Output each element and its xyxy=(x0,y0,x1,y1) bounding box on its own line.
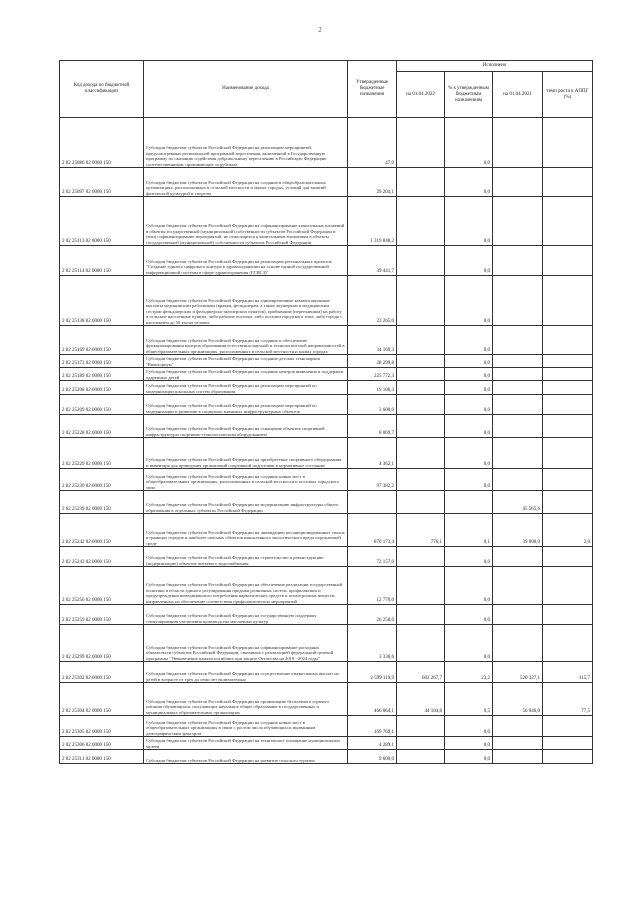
row-name: Субсидии бюджетам субъектов Российской Федерации на софинансирование капитальных вложений в объекты государственной (муниципальной) собственности субъектов Российской Федерации и (или) софинансирование мероприятий, не относящихся к капитальным вложениям в объекты государственной (муниципальной) собственности субъектов Российской Федерации xyxy=(144,197,348,246)
header-percent: % к утвержденным бюджетным назначениям xyxy=(445,72,493,118)
row-name: Субсидии бюджетам субъектов Российской Федерации на развитие сельского туризма xyxy=(144,750,348,764)
row-name: Субсидии бюджетам субъектов Российской Федерации на приобретение спортивного оборудования и инвентаря для приведения организаций спортивной подготовки в нормативное состояние xyxy=(144,438,348,469)
row-executed-2022 xyxy=(397,567,445,605)
row-percent: 0,0 xyxy=(445,246,493,276)
row-executed-2021 xyxy=(493,415,543,438)
table-row xyxy=(60,625,593,662)
row-name: Субсидии бюджетам субъектов Российской Федерации на реализацию мероприятий по модернизации школьных систем образования xyxy=(144,381,348,395)
row-approved: 39 441,7 xyxy=(348,246,397,276)
row-percent: 0,0 xyxy=(445,118,493,168)
row-executed-2021 xyxy=(493,197,543,246)
row-percent: 0,0 xyxy=(445,737,493,750)
row-name: Субсидии бюджетам субъектов Российской Федерации на осуществление ежемесячных выплат на детей в возрасте от трех до семи лет включительно xyxy=(144,662,348,683)
row-code: 2 02 25138 02 0000 150 xyxy=(60,276,144,326)
table-row xyxy=(60,716,593,737)
row-executed-2021 xyxy=(493,716,543,737)
row-percent xyxy=(445,491,493,514)
row-growth xyxy=(543,326,593,355)
row-code: 2 02 25302 02 0000 150 xyxy=(60,662,144,683)
row-approved: 23 265,0 xyxy=(348,276,397,326)
row-name: Субсидии бюджетам субъектов Российской Федерации на единовременные компенсационные выплаты медицинским работникам (врачам, фельдшерам, а также акушеркам и медицинским сестрам фельдшерских и фельдшерско-акушерских пунктов), прибывшим (переехавшим) на работу в сельские населенные пункты, либо рабочие поселки, либо поселки городского типа, либо города с населением до 50 тысяч человек xyxy=(144,276,348,326)
row-code: 2 02 25169 02 0000 150 xyxy=(60,326,144,355)
row-approved: 169 769,1 xyxy=(348,716,397,737)
row-code: 2 02 25113 02 0000 150 xyxy=(60,197,144,246)
row-executed-2021 xyxy=(493,381,543,395)
row-percent: 0,0 xyxy=(445,395,493,415)
row-growth xyxy=(543,438,593,469)
row-growth xyxy=(543,368,593,381)
row-executed-2021: 39 000,0 xyxy=(493,514,543,547)
table-row xyxy=(60,395,593,415)
row-executed-2021 xyxy=(493,750,543,764)
header-date-2021: на 01.04.2021 xyxy=(493,72,543,118)
row-executed-2022: 44 104,8 xyxy=(397,683,445,716)
table-row xyxy=(60,662,593,683)
row-executed-2022 xyxy=(397,491,445,514)
row-percent: 0,0 xyxy=(445,469,493,491)
row-executed-2021 xyxy=(493,567,543,605)
row-name: Субсидии бюджетам субъектов Российской Федерации на ликвидацию несанкционированных свалок в границах городов и наиболее опасных объектов накопленного экологического вреда окружающей среде xyxy=(144,514,348,547)
row-growth xyxy=(543,276,593,326)
header-date-2022: на 01.04.2022 xyxy=(397,72,445,118)
row-executed-2022 xyxy=(397,605,445,625)
row-approved: 12 770,0 xyxy=(348,567,397,605)
row-percent: 0,0 xyxy=(445,381,493,395)
header-execution: Исполнено xyxy=(397,61,593,72)
row-code: 2 02 25242 02 0000 150 xyxy=(60,514,144,547)
row-name: Субсидии бюджетам субъектов Российской Федерации на модернизацию инфраструктуры общего образования в отдельных субъектах Российской Федерации xyxy=(144,491,348,514)
row-code: 2 02 25259 02 0000 150 xyxy=(60,605,144,625)
row-name: Субсидии бюджетам субъектов Российской Федерации на техническое оснащение муниципальных музеев xyxy=(144,737,348,750)
row-executed-2021 xyxy=(493,547,543,567)
row-code: 2 02 25230 02 0000 150 xyxy=(60,469,144,491)
row-approved: 8 069,7 xyxy=(348,415,397,438)
row-growth: 115,7 xyxy=(543,662,593,683)
row-executed-2022 xyxy=(397,716,445,737)
row-growth xyxy=(543,605,593,625)
row-code: 2 02 25229 02 0000 150 xyxy=(60,438,144,469)
table-row xyxy=(60,168,593,197)
row-approved: 19 106,3 xyxy=(348,381,397,395)
row-code: 2 02 25228 02 0000 150 xyxy=(60,415,144,438)
row-code: 2 02 25097 02 0000 150 xyxy=(60,168,144,197)
header-name: Наименование дохода xyxy=(144,61,348,118)
row-executed-2021 xyxy=(493,168,543,197)
row-name: Субсидии бюджетам субъектов Российской Федерации на создание новых мест в общеобразовательных организациях, расположенных в сельской местности и поселках городского типа xyxy=(144,469,348,491)
row-executed-2021: 45 565,6 xyxy=(493,491,543,514)
revenue-table xyxy=(59,60,593,764)
row-executed-2022: 602 267,7 xyxy=(397,662,445,683)
row-percent: 0,0 xyxy=(445,625,493,662)
row-code: 2 02 25306 02 0000 150 xyxy=(60,737,144,750)
row-code: 2 02 25305 02 0000 150 xyxy=(60,716,144,737)
header-growth: темп роста к АППГ (%) xyxy=(543,72,593,118)
row-executed-2022 xyxy=(397,197,445,246)
row-growth xyxy=(543,118,593,168)
row-percent: 0,0 xyxy=(445,716,493,737)
row-growth xyxy=(543,246,593,276)
header-code: Код дохода по бюджетной классификации xyxy=(60,61,144,118)
row-growth xyxy=(543,547,593,567)
row-executed-2021 xyxy=(493,395,543,415)
table-row xyxy=(60,438,593,469)
row-percent: 0,0 xyxy=(445,197,493,246)
row-growth xyxy=(543,395,593,415)
row-code: 2 02 25311 02 0000 150 xyxy=(60,750,144,764)
row-approved: 4 362,1 xyxy=(348,438,397,469)
table-row xyxy=(60,469,593,491)
row-name: Субсидии бюджетам субъектов Российской Федерации на оснащение объектов спортивной инфраструктуры спортивно-технологическим оборудованием xyxy=(144,415,348,438)
row-growth: 2,0 xyxy=(543,514,593,547)
row-approved: 3 600,0 xyxy=(348,395,397,415)
table-row xyxy=(60,118,593,168)
row-percent: 0,1 xyxy=(445,514,493,547)
table-row xyxy=(60,326,593,355)
row-name: Субсидии бюджетам субъектов Российской Федерации на создание центров выявления и поддержки одаренных детей xyxy=(144,368,348,381)
row-code: 2 02 25304 02 0000 150 xyxy=(60,683,144,716)
row-executed-2022 xyxy=(397,368,445,381)
row-executed-2022 xyxy=(397,469,445,491)
row-growth xyxy=(543,355,593,368)
row-growth xyxy=(543,197,593,246)
row-growth xyxy=(543,567,593,605)
table-row xyxy=(60,415,593,438)
row-executed-2022 xyxy=(397,395,445,415)
row-approved: 3 336,6 xyxy=(348,625,397,662)
table-row xyxy=(60,547,593,567)
header-approved: Утвержденные бюджетные назначения xyxy=(348,61,397,118)
row-code: 2 02 25209 02 0000 150 xyxy=(60,395,144,415)
row-executed-2022 xyxy=(397,415,445,438)
row-executed-2022: 776,1 xyxy=(397,514,445,547)
row-approved: 97 382,2 xyxy=(348,469,397,491)
row-executed-2021 xyxy=(493,368,543,381)
row-name: Субсидии бюджетам субъектов Российской Федерации на реализацию региональных проектов "Создание единого цифрового контура в здравоохранении на основе единой государственной информационной системы в сфере здравоохранения (ЕГИСЗ)" xyxy=(144,246,348,276)
row-growth xyxy=(543,381,593,395)
row-code: 2 02 25239 02 0000 150 xyxy=(60,491,144,514)
table-row xyxy=(60,737,593,750)
row-percent: 0,0 xyxy=(445,276,493,326)
row-executed-2022 xyxy=(397,118,445,168)
row-executed-2021 xyxy=(493,118,543,168)
row-approved: 34 169,3 xyxy=(348,326,397,355)
row-growth xyxy=(543,491,593,514)
row-code: 2 02 25173 02 0000 150 xyxy=(60,355,144,368)
row-executed-2022 xyxy=(397,547,445,567)
row-code: 2 02 25189 02 0000 150 xyxy=(60,368,144,381)
row-percent: 0,0 xyxy=(445,168,493,197)
row-name: Субсидии бюджетам субъектов Российской Федерации на обеспечение реализации государственной политики в области единого регулирования продажи розничных систем, профилактики и предупреждения немедицинского потребления наркотических средств и психотропных веществ, направленных на обеспечение соответствия профилактических мероприятий xyxy=(144,567,348,605)
row-executed-2021: 56 946,0 xyxy=(493,683,543,716)
page-number: 2 xyxy=(318,26,322,34)
row-approved: 225 772,3 xyxy=(348,368,397,381)
row-executed-2021 xyxy=(493,326,543,355)
row-approved xyxy=(348,491,397,514)
table-row xyxy=(60,491,593,514)
table-row xyxy=(60,567,593,605)
row-growth xyxy=(543,716,593,737)
row-executed-2021 xyxy=(493,438,543,469)
row-name: Субсидии бюджетам субъектов Российской Федерации на софинансирование расходных обязательств субъектов Российской Федерации, связанных с реализацией федеральной целевой программы "Увековечение памяти погибших при защите Отечества на 2019 - 2024 годы" xyxy=(144,625,348,662)
row-percent: 0,0 xyxy=(445,750,493,764)
row-executed-2021 xyxy=(493,469,543,491)
row-name: Субсидии бюджетам субъектов Российской Федерации на строительство и реконструкцию (модернизацию) объектов питьевого водоснабжения xyxy=(144,547,348,567)
row-name: Субсидии бюджетам субъектов Российской Федерации на организацию бесплатного горячего питания обучающихся, получающих начальное общее образование в государственных и муниципальных образовательных организациях xyxy=(144,683,348,716)
table-row xyxy=(60,276,593,326)
row-name: Субсидии бюджетам субъектов Российской Федерации на реализацию мероприятий по модернизации и развитию в социально значимых инфраструктурных объектов xyxy=(144,395,348,415)
row-executed-2022 xyxy=(397,326,445,355)
row-approved: 29 204,1 xyxy=(348,168,397,197)
row-executed-2021 xyxy=(493,605,543,625)
row-code: 2 02 25299 02 0000 150 xyxy=(60,625,144,662)
table-header xyxy=(60,61,593,118)
row-growth xyxy=(543,750,593,764)
row-executed-2022 xyxy=(397,276,445,326)
row-percent: 0,0 xyxy=(445,355,493,368)
row-name: Субсидии бюджетам субъектов Российской Федерации на создание и обеспечение функционирования центров образования естественно-научной и технологической направленностей в общеобразовательных организациях, расположенных в сельской местности и малых городах xyxy=(144,326,348,355)
row-approved: 2 599 119,9 xyxy=(348,662,397,683)
row-approved: 466 064,1 xyxy=(348,683,397,716)
row-approved: 4 289,1 xyxy=(348,737,397,750)
row-approved: 9 600,0 xyxy=(348,750,397,764)
table-row xyxy=(60,197,593,246)
table-row xyxy=(60,605,593,625)
row-approved: 72 157,0 xyxy=(348,547,397,567)
table-row xyxy=(60,683,593,716)
table-row xyxy=(60,381,593,395)
row-growth xyxy=(543,415,593,438)
row-approved: 870 173,4 xyxy=(348,514,397,547)
row-name: Субсидии бюджетам субъектов Российской Федерации на государственную поддержку стимулирования увеличения производства масличных культур xyxy=(144,605,348,625)
table-body xyxy=(60,118,593,764)
row-approved: 47,0 xyxy=(348,118,397,168)
row-name: Субсидии бюджетам субъектов Российской Федерации на реализацию мероприятий, предусмотренных региональной программой переселения, включенной в Государственную программу по оказанию содействия добровольному переселению в Российскую Федерацию соотечественников, проживающих за рубежом xyxy=(144,118,348,168)
row-growth xyxy=(543,469,593,491)
row-percent: 0,0 xyxy=(445,547,493,567)
row-percent: 0,0 xyxy=(445,415,493,438)
row-percent: 0,0 xyxy=(445,438,493,469)
row-code: 2 02 25256 02 0000 150 xyxy=(60,567,144,605)
row-percent: 0,0 xyxy=(445,567,493,605)
row-percent: 0,0 xyxy=(445,326,493,355)
row-percent: 9,5 xyxy=(445,683,493,716)
row-executed-2021 xyxy=(493,625,543,662)
table-row xyxy=(60,368,593,381)
row-name: Субсидии бюджетам субъектов Российской Федерации на создание новых мест в общеобразовательных организациях в связи с ростом числа обучающихся, вызванным демографическим фактором xyxy=(144,716,348,737)
row-growth xyxy=(543,737,593,750)
table-row xyxy=(60,355,593,368)
row-executed-2022 xyxy=(397,737,445,750)
row-executed-2022 xyxy=(397,246,445,276)
row-executed-2021 xyxy=(493,276,543,326)
row-executed-2021: 520 327,1 xyxy=(493,662,543,683)
row-executed-2022 xyxy=(397,625,445,662)
row-code: 2 02 25243 02 0000 150 xyxy=(60,547,144,567)
table-row xyxy=(60,246,593,276)
table-row xyxy=(60,514,593,547)
row-executed-2021 xyxy=(493,246,543,276)
row-code: 2 02 25208 02 0000 150 xyxy=(60,381,144,395)
row-percent: 0,0 xyxy=(445,368,493,381)
row-approved: 26 258,0 xyxy=(348,605,397,625)
row-growth xyxy=(543,625,593,662)
row-approved: 28 299,8 xyxy=(348,355,397,368)
table-row xyxy=(60,750,593,764)
row-growth: 77,5 xyxy=(543,683,593,716)
row-executed-2021 xyxy=(493,355,543,368)
row-approved: 1 319 848,2 xyxy=(348,197,397,246)
row-percent: 0,0 xyxy=(445,605,493,625)
row-executed-2022 xyxy=(397,438,445,469)
row-code: 2 02 25114 02 0000 150 xyxy=(60,246,144,276)
row-name: Субсидии бюджетам субъектов Российской Федерации на создание детских технопарков "Кванториум" xyxy=(144,355,348,368)
row-percent: 23,2 xyxy=(445,662,493,683)
row-code: 2 02 25086 02 0000 150 xyxy=(60,118,144,168)
row-executed-2022 xyxy=(397,168,445,197)
row-executed-2022 xyxy=(397,750,445,764)
row-executed-2022 xyxy=(397,381,445,395)
row-growth xyxy=(543,168,593,197)
row-executed-2021 xyxy=(493,737,543,750)
row-executed-2022 xyxy=(397,355,445,368)
row-name: Субсидии бюджетам субъектов Российской Федерации на создание в общеобразовательных организациях, расположенных в сельской местности и малых городах, условий для занятий физической культурой и спортом xyxy=(144,168,348,197)
